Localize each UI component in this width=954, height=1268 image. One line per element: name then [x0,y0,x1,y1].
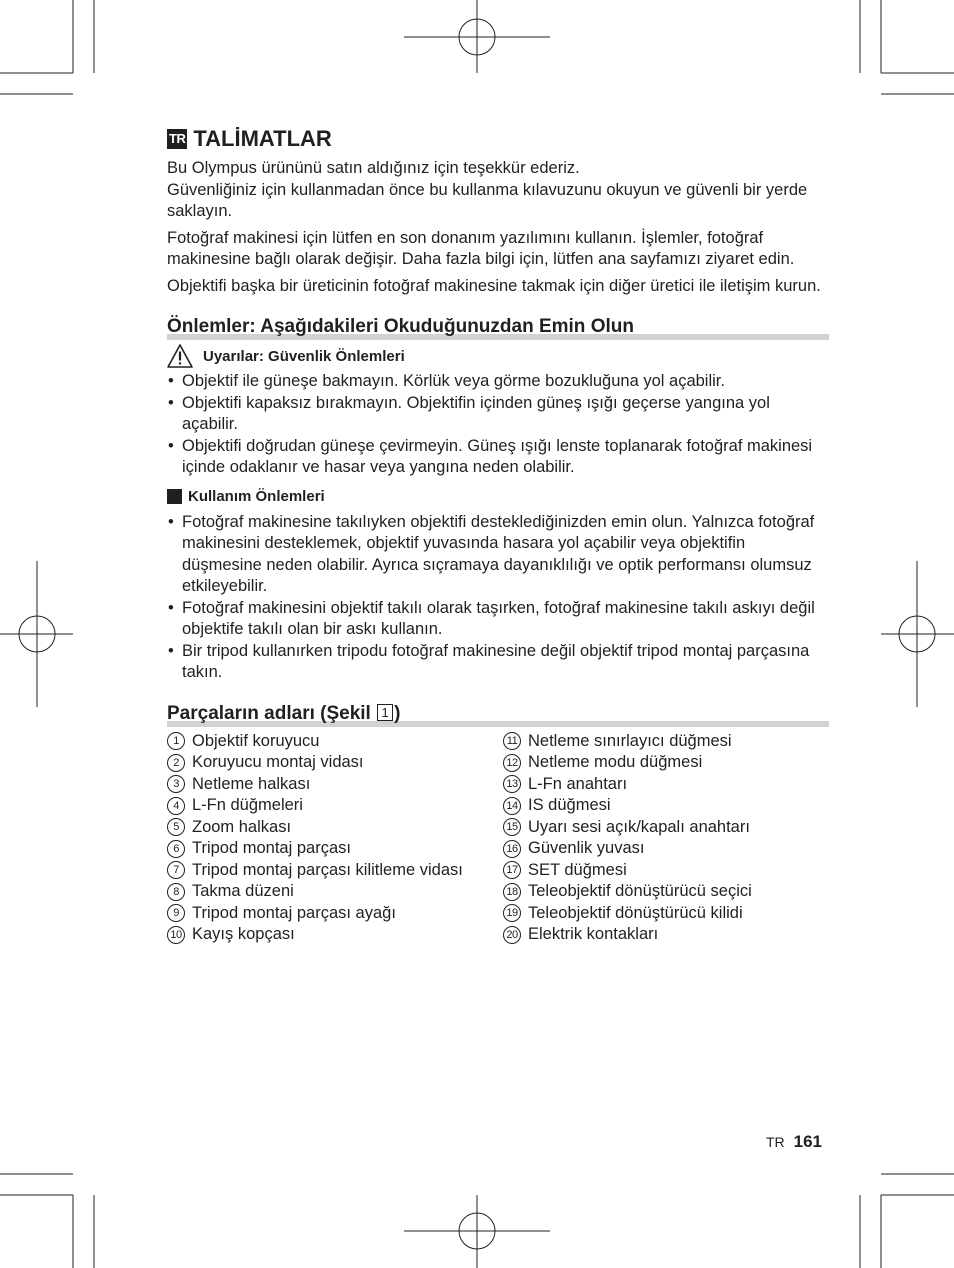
part-item [167,924,503,946]
part-number-badge: 15 [503,818,521,836]
part-label: Tripod montaj parçası ayağı [192,903,396,922]
part-number-badge: 5 [167,818,185,836]
warning-triangle-icon [167,344,193,368]
precautions-heading [167,315,829,340]
square-bullet-icon [167,489,182,504]
part-item [167,774,503,796]
page-number: 161 [793,1132,822,1151]
part-item [503,774,829,796]
list-item: • Fotoğraf makinesine takılıyken objektifi desteklediğinizden emin olun. Yalnızca fotoğraf makinesini desteklemek, objektif yuvasında hasara yol açabilir veya objektifin düşmesine neden olabilir. Ayrıca sıçramaya dayanıklılığı ve optik performansı olumsuz etkileyebilir. [167,512,829,598]
part-item [503,860,829,882]
part-label: SET düğmesi [528,860,627,879]
part-item [167,881,503,903]
part-number-badge: 19 [503,904,521,922]
warnings-list [167,371,829,479]
part-label: L-Fn anahtarı [528,774,628,793]
part-label: Tripod montaj parçası [192,839,351,857]
part-label: Teleobjektif dönüştürücü kilidi [528,903,743,922]
intro-paragraph-1: Bu Olympus ürününü satın aldığınız için teşekkür ederiz. Güvenliğiniz için kullanmadan önce bu kullanma kılavuzunu okuyun ve güvenli bir yerde saklayın. [167,159,808,220]
part-label: Koruyucu montaj vidası [192,753,364,771]
warnings-heading-text: Uyarılar: Güvenlik Önlemleri [203,347,405,365]
title-text: TALİMATLAR [193,126,332,151]
parts-heading-text: Parçaların adları (Şekil [167,702,377,724]
part-item [503,924,829,946]
language-badge: TR [167,129,187,149]
part-number-badge: 18 [503,883,521,901]
part-item [167,795,503,817]
part-number-badge: 13 [503,775,521,793]
part-label: Objektif koruyucu [192,731,320,750]
part-item [503,838,829,860]
parts-heading [167,702,829,727]
part-label: L-Fn düğmeleri [192,796,303,814]
part-item [503,817,829,839]
part-label: Teleobjektif dönüştürücü seçici [528,882,752,900]
part-number-badge: 6 [167,840,185,858]
part-number-badge: 1 [167,732,185,750]
part-number-badge: 3 [167,775,185,793]
list-item: • Objektifi kapaksız bırakmayın. Objektifin içinden güneş ışığı geçerse yangına yol açabilir. [167,393,829,436]
part-number-badge: 14 [503,797,521,815]
part-label: Uyarı sesi açık/kapalı anahtarı [528,817,750,836]
part-label: Zoom halkası [192,817,292,836]
page-footer [766,1132,822,1152]
part-label: Netleme halkası [192,774,311,793]
intro-paragraph-2: Fotoğraf makinesi için lütfen en son donanım yazılımını kullanın. İşlemler, fotoğraf makinesine bağlı olarak değişir. Daha fazla bilgi için, lütfen ana sayfamızı ziyaret edin. [167,228,795,268]
part-label: IS düğmesi [528,796,611,814]
part-label: Güvenlik yuvası [528,839,645,857]
parts-column-left [167,731,503,946]
part-label: Elektrik kontakları [528,925,659,943]
part-item [167,860,503,882]
part-number-badge: 2 [167,754,185,772]
part-item [503,731,829,753]
part-item [503,752,829,774]
part-label: Netleme modu düğmesi [528,753,703,771]
parts-heading-close: ) [394,702,401,724]
part-label: Kayış kopçası [192,925,295,943]
part-label: Takma düzeni [192,882,294,900]
part-number-badge: 17 [503,861,521,879]
part-number-badge: 12 [503,754,521,772]
part-number-badge: 16 [503,840,521,858]
figure-number-box: 1 [377,704,393,721]
precautions-heading-text: Önlemler: Aşağıdakileri Okuduğunuzdan Emin Olun [167,316,634,337]
parts-list [167,731,829,946]
part-label: Netleme sınırlayıcı düğmesi [528,731,732,750]
part-item [167,731,503,753]
part-item [503,881,829,903]
list-item: • Bir tripod kullanırken tripodu fotoğraf makinesine değil objektif tripod montaj parçasına takın. [167,641,829,684]
part-number-badge: 9 [167,904,185,922]
part-number-badge: 8 [167,883,185,901]
list-item: • Fotoğraf makinesini objektif takılı olarak taşırken, fotoğraf makinesine takılı askıyı değil objektife takılı olan bir askı kullanın. [167,598,829,641]
usage-heading-text: Kullanım Önlemleri [188,488,325,505]
part-item [167,903,503,925]
part-label: Tripod montaj parçası kilitleme vidası [192,860,463,879]
part-item [503,795,829,817]
part-number-badge: 11 [503,732,521,750]
part-number-badge: 20 [503,926,521,944]
footer-language: TR [765,1134,785,1150]
list-item: • Objektif ile güneşe bakmayın. Körlük veya görme bozukluğuna yol açabilir. [167,371,829,393]
usage-heading [167,485,829,509]
part-number-badge: 7 [167,861,185,879]
part-number-badge: 4 [167,797,185,815]
intro-paragraph-3: Objektifi başka bir üreticinin fotoğraf makinesine takmak için diğer üretici ile iletişim kurun. [167,276,821,295]
part-number-badge: 10 [167,926,185,944]
page-content [167,124,829,946]
list-item: • Objektifi doğrudan güneşe çevirmeyin. Güneş ışığı lenste toplanarak fotoğraf makinesi içinde odaklanır ve hasar veya yangına neden olabilir. [167,436,829,479]
part-item [167,752,503,774]
part-item [503,903,829,925]
part-item [167,817,503,839]
warnings-heading [167,344,829,368]
page-title [167,124,829,154]
usage-list [167,512,829,684]
part-item [167,838,503,860]
parts-column-right [503,731,829,946]
